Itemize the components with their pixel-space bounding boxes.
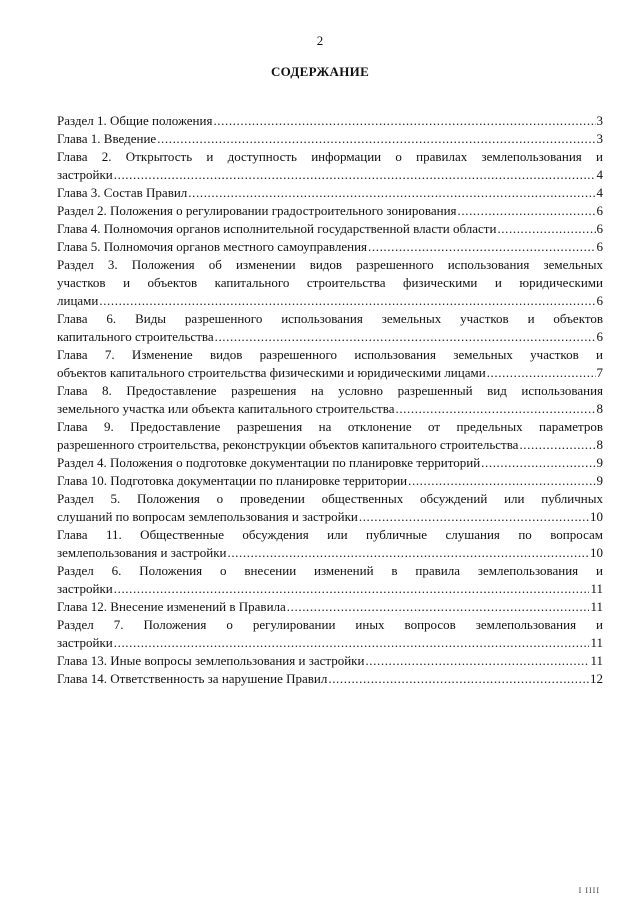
toc-entry-line: Раздел 6. Положения о внесении изменений в правила землепользования и <box>57 563 603 578</box>
toc-entry-page: 3 <box>596 131 603 146</box>
toc-entry-line: Глава 2. Открытость и доступность информации о правилах землепользования и <box>57 149 603 164</box>
toc-entry <box>57 112 603 130</box>
dot-leader <box>365 652 589 670</box>
dot-leader <box>287 598 590 616</box>
toc-entry-line: земельного участка или объекта капитального строительства <box>57 401 395 416</box>
toc-entry-last-line <box>57 436 603 454</box>
toc-entry-title: Глава 12. Внесение изменений в Правила <box>57 599 286 614</box>
toc-entry-line: застройки <box>57 635 113 650</box>
toc-entry <box>57 526 603 562</box>
table-of-contents <box>57 112 603 688</box>
dot-leader <box>213 112 595 130</box>
toc-entry-last-line <box>57 328 603 346</box>
toc-entry <box>57 346 603 382</box>
toc-entry-last-line <box>57 364 603 382</box>
dot-leader <box>157 130 595 148</box>
toc-entry <box>57 256 603 310</box>
toc-entry-line: Раздел 3. Положения об изменении видов разрешенного использования земельных <box>57 257 603 272</box>
toc-entry <box>57 310 603 346</box>
toc-entry-line: землепользования и застройки <box>57 545 227 560</box>
toc-entry-title: Глава 5. Полномочия органов местного самоуправления <box>57 239 368 254</box>
toc-entry-line: Глава 6. Виды разрешенного использования земельных участков и объектов <box>57 311 603 326</box>
toc-entry-line: разрешенного строительства, реконструкции объектов капитального строительства <box>57 437 519 452</box>
toc-entry-title: Глава 3. Состав Правил <box>57 185 188 200</box>
toc-entry-page: 11 <box>590 599 603 614</box>
toc-entry-last-line <box>57 544 603 562</box>
toc-entry <box>57 454 603 472</box>
toc-entry-page: 11 <box>590 635 603 650</box>
toc-entry-title: Глава 14. Ответственность за нарушение Правил <box>57 671 328 686</box>
toc-entry <box>57 202 603 220</box>
dot-leader <box>188 184 595 202</box>
toc-entry <box>57 238 603 256</box>
toc-entry-line: застройки <box>57 581 113 596</box>
dot-leader <box>487 364 596 382</box>
toc-entry-last-line <box>57 508 603 526</box>
toc-entry-page: 9 <box>596 455 603 470</box>
toc-entry-title: Раздел 4. Положения о подготовке документации по планировке территорий <box>57 455 481 470</box>
toc-entry-page: 6 <box>596 239 603 254</box>
dot-leader <box>114 166 596 184</box>
dot-leader <box>114 634 590 652</box>
toc-entry <box>57 418 603 454</box>
toc-entry-page: 3 <box>596 113 603 128</box>
toc-entry-page: 7 <box>596 365 603 380</box>
toc-entry-last-line <box>57 292 603 310</box>
toc-entry-page: 8 <box>596 401 603 416</box>
dot-leader <box>458 202 596 220</box>
dot-leader <box>481 454 595 472</box>
dot-leader <box>497 220 595 238</box>
toc-entry-page: 6 <box>596 329 603 344</box>
toc-entry-page: 4 <box>596 185 603 200</box>
toc-entry <box>57 220 603 238</box>
toc-entry <box>57 670 603 688</box>
toc-entry-page: 6 <box>596 293 603 308</box>
toc-entry-line: Глава 8. Предоставление разрешения на условно разрешенный вид использования <box>57 383 603 398</box>
toc-entry <box>57 562 603 598</box>
dot-leader <box>395 400 595 418</box>
dot-leader <box>368 238 595 256</box>
toc-entry-page: 10 <box>590 545 603 560</box>
toc-entry <box>57 616 603 652</box>
toc-entry-last-line <box>57 166 603 184</box>
toc-entry <box>57 382 603 418</box>
toc-entry <box>57 598 603 616</box>
dot-leader <box>359 508 589 526</box>
toc-entry <box>57 148 603 184</box>
toc-entry-page: 6 <box>596 221 603 236</box>
toc-entry-title: Раздел 2. Положения о регулировании градостроительного зонирования <box>57 203 457 218</box>
dot-leader <box>215 328 596 346</box>
toc-entry-page: 12 <box>590 671 603 686</box>
toc-entry-title: Раздел 1. Общие положения <box>57 113 213 128</box>
toc-entry-line: Глава 9. Предоставление разрешения на отклонение от предельных параметров <box>57 419 603 434</box>
toc-entry-title: Глава 4. Полномочия органов исполнительной государственной власти области <box>57 221 497 236</box>
toc-entry-page: 6 <box>596 203 603 218</box>
toc-entry-page: 11 <box>590 581 603 596</box>
toc-entry-page: 11 <box>590 653 603 668</box>
toc-entry-line: объектов капитального строительства физическими и юридическими лицами <box>57 365 486 380</box>
toc-entry <box>57 490 603 526</box>
toc-entry-last-line <box>57 580 603 598</box>
toc-entry-line: Раздел 7. Положения о регулировании иных вопросов землепользования и <box>57 617 603 632</box>
toc-entry-line: лицами <box>57 293 99 308</box>
page-number: 2 <box>316 33 324 48</box>
dot-leader <box>99 292 595 310</box>
toc-entry-line: слушаний по вопросам землепользования и застройки <box>57 509 358 524</box>
dot-leader <box>227 544 589 562</box>
toc-entry <box>57 184 603 202</box>
toc-entry-title: Глава 10. Подготовка документации по планировке территории <box>57 473 408 488</box>
toc-entry-last-line <box>57 634 603 652</box>
dot-leader <box>408 472 595 490</box>
toc-entry-title: Глава 1. Введение <box>57 131 157 146</box>
toc-entry-line: Глава 7. Изменение видов разрешенного использования земельных участков и <box>57 347 603 362</box>
toc-entry-line: застройки <box>57 167 113 182</box>
toc-entry-page: 9 <box>596 473 603 488</box>
toc-title: СОДЕРЖАНИЕ <box>270 64 370 79</box>
toc-entry-line: капитального строительства <box>57 329 214 344</box>
toc-entry-page: 4 <box>596 167 603 182</box>
dot-leader <box>114 580 590 598</box>
toc-entry-last-line <box>57 400 603 418</box>
toc-entry-line: Глава 11. Общественные обсуждения или публичные слушания по вопросам <box>57 527 603 542</box>
toc-entry-title: Глава 13. Иные вопросы землепользования и застройки <box>57 653 365 668</box>
toc-entry <box>57 472 603 490</box>
toc-entry-line: участков и объектов капитального строительства физическими и юридическими <box>57 275 603 290</box>
toc-entry-line: Раздел 5. Положения о проведении общественных обсуждений или публичных <box>57 491 603 506</box>
toc-entry-page: 10 <box>590 509 603 524</box>
footer-mark: I IIII <box>578 886 600 895</box>
toc-entry-page: 8 <box>596 437 603 452</box>
toc-entry <box>57 652 603 670</box>
dot-leader <box>519 436 595 454</box>
dot-leader <box>328 670 589 688</box>
toc-entry <box>57 130 603 148</box>
